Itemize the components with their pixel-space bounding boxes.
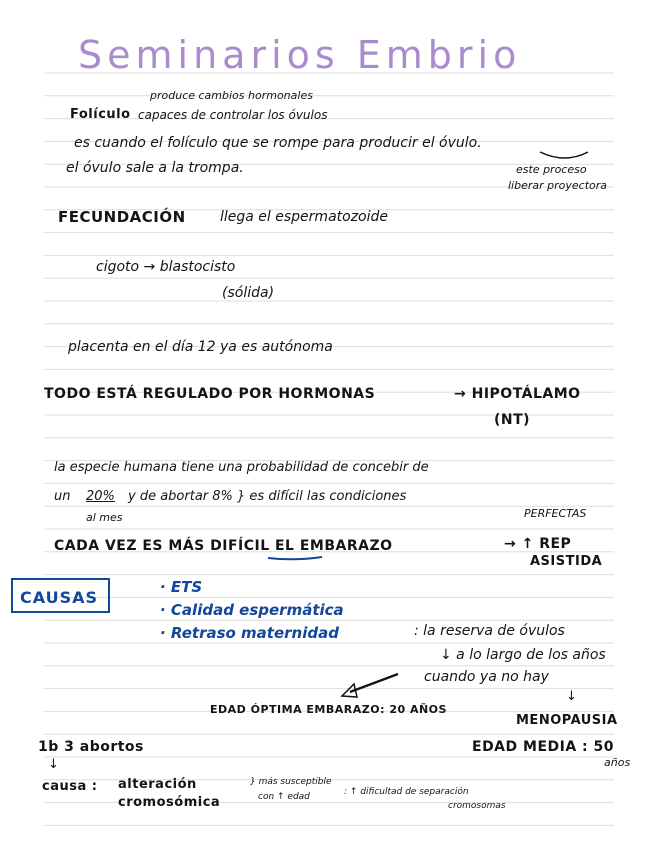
fecundacion-text: llega el espermatozoide (220, 209, 388, 225)
line-cigoto: cigoto → blastocisto (96, 259, 236, 275)
arrow-down-icon: ↓ (566, 689, 577, 704)
causa-cromosomica: cromosómica (118, 795, 221, 810)
line-abortos: 1b 3 abortos (38, 739, 144, 755)
note-con-edad: con ↑ edad (258, 792, 310, 802)
underline-difizil (268, 557, 322, 559)
causas-label: CAUSAS (20, 588, 99, 607)
line-rompe: es cuando el folículo que se rompe para producir el óvulo. (74, 135, 482, 151)
heading-fecundacion: FECUNDACIÓN (58, 208, 186, 226)
line-reserva-3: cuando ya no hay (424, 669, 549, 685)
line-nt: (NT) (494, 412, 531, 428)
line-especie-2a: un (54, 489, 71, 504)
line-edad-media: EDAD MEDIA : 50 (472, 739, 615, 755)
line-especie-1: la especie humana tiene una probabilidad de concebir de (54, 460, 429, 475)
note-al-mes: al mes (86, 511, 123, 524)
line-edad-optima: EDAD ÓPTIMA EMBARAZO: 20 AÑOS (210, 703, 447, 716)
line-trompa: el óvulo sale a la trompa. (66, 160, 244, 176)
note-proyectora: liberar proyectora (508, 179, 608, 192)
note-mas-susceptible: } más susceptible (250, 777, 332, 787)
note-dificultad: : ↑ dificultad de separación (344, 787, 469, 797)
causa-alteracion: alteración (118, 777, 197, 792)
line-regulado: TODO ESTÁ REGULADO POR HORMONAS (44, 386, 376, 402)
line-especie-pct: 20% (86, 489, 115, 504)
arrowhead-edad-optima (342, 684, 357, 697)
line-asistida: ASISTIDA (530, 554, 603, 569)
foliculo-text: capaces de controlar los óvulos (138, 108, 328, 122)
line-menopausia: MENOPAUSIA (516, 713, 618, 728)
small-arrow-down-icon: ↓ (48, 757, 59, 772)
heading-foliculo: Folículo (70, 107, 131, 122)
note-produce: produce cambios hormonales (150, 89, 313, 102)
ovulo-curve (540, 152, 588, 158)
line-reserva: : la reserva de óvulos (414, 623, 565, 639)
causa-calidad: · Calidad espermática (160, 601, 344, 619)
line-reserva-2: ↓ a lo largo de los años (440, 647, 606, 663)
line-especie-2b: y de abortar 8% } es difícil las condiciones (128, 489, 407, 504)
line-cada-vez: CADA VEZ ES MÁS DIFÍCIL EL EMBARAZO (54, 538, 393, 554)
causa-ets: · ETS (160, 578, 203, 596)
line-hipotalamo: → HIPOTÁLAMO (454, 386, 581, 402)
page-title: Seminarios Embrio (78, 33, 522, 77)
note-proceso: este proceso (516, 163, 587, 176)
note-cromosomas: cromosomas (448, 801, 506, 811)
line-rep: → ↑ REP (504, 536, 572, 552)
line-placenta: placenta en el día 12 ya es autónoma (68, 339, 333, 355)
causa-label: causa : (42, 779, 98, 794)
note-anos: años (604, 756, 631, 769)
arrow-to-edad-optima (350, 674, 398, 692)
line-solida: (sólida) (222, 285, 275, 301)
note-perfectas: PERFECTAS (524, 507, 587, 520)
causa-retraso: · Retraso maternidad (160, 624, 339, 642)
